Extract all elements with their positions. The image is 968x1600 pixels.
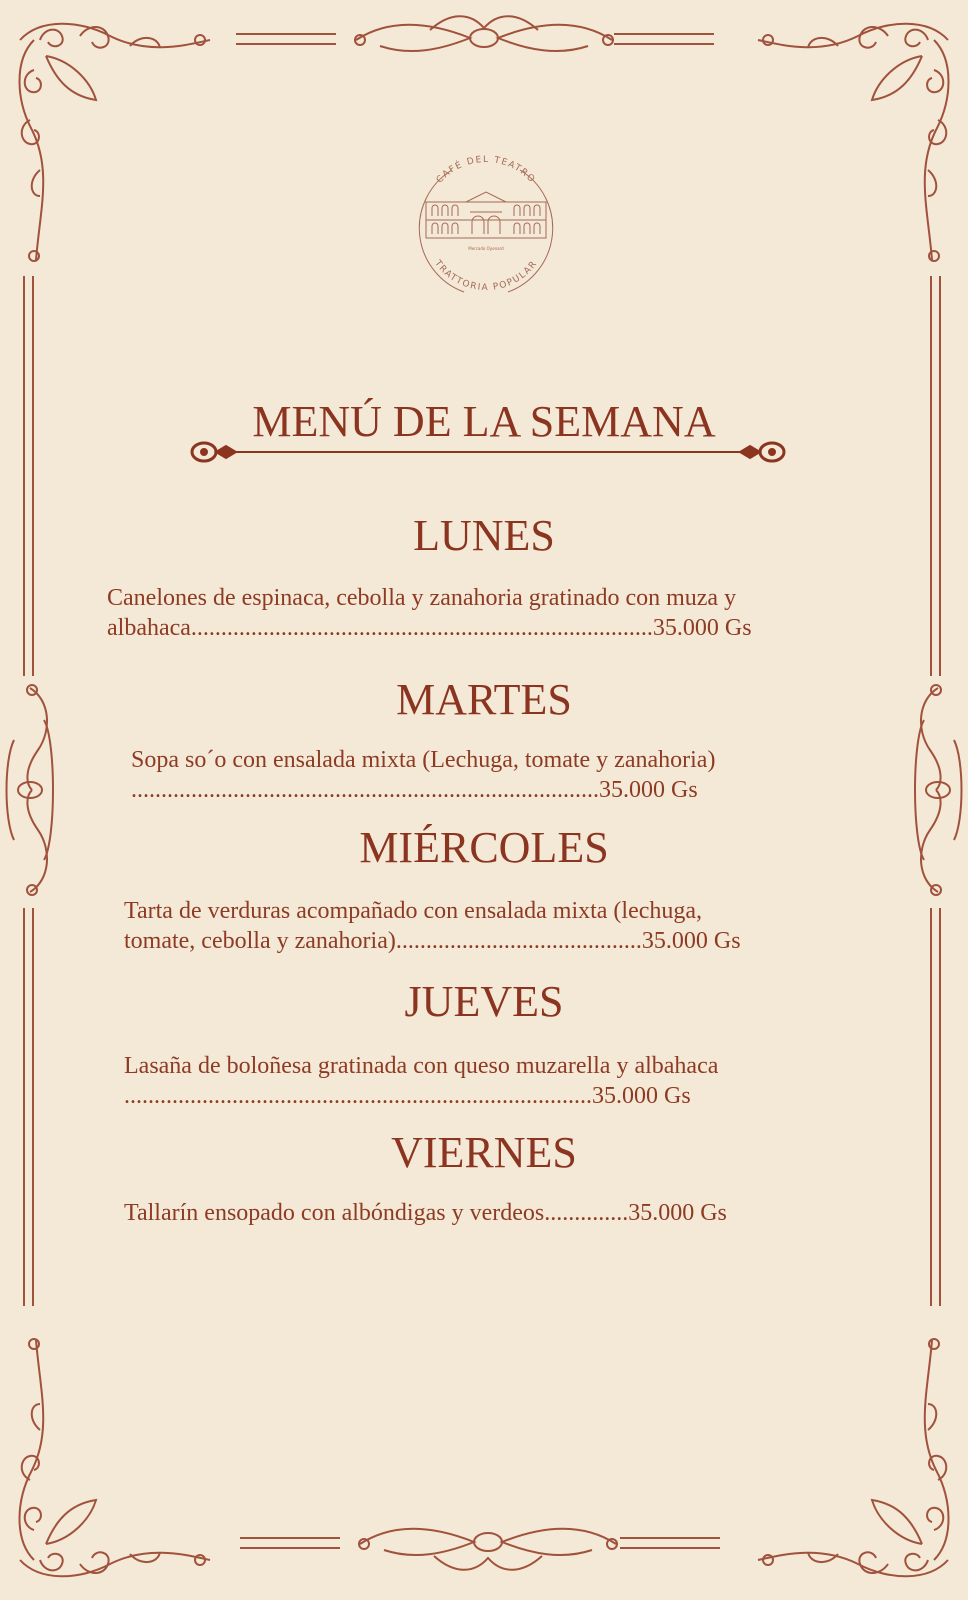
dish-martes <box>131 745 715 805</box>
dish-line: Tarta de verduras acompañado con ensalada mixta (lechuga, <box>124 898 703 924</box>
dish-line-price: ..............................................................................35.000 Gs <box>124 1083 691 1109</box>
day-heading-viernes: VIERNES <box>391 1128 577 1177</box>
dish-line-price: albahaca.............................................................................35.000 Gs <box>107 615 752 641</box>
theater-building-icon <box>426 192 546 238</box>
dish-lunes <box>107 583 752 643</box>
dish-viernes <box>124 1198 727 1228</box>
dish-jueves <box>124 1051 718 1111</box>
day-heading-lunes: LUNES <box>413 511 555 560</box>
dish-miercoles <box>124 896 741 956</box>
corner-flourish-top-left <box>20 24 211 261</box>
top-center-flourish <box>355 16 613 51</box>
day-heading-miercoles: MIÉRCOLES <box>359 823 609 872</box>
dish-line: Lasaña de boloñesa gratinada con queso muzarella y albahaca <box>124 1053 719 1079</box>
svg-text:CAFÉ DEL TEATRO <box>435 155 537 186</box>
logo-center-text: Mercado Oyenard <box>468 246 504 251</box>
corner-flourish-bottom-right <box>758 1339 949 1576</box>
dish-line: Canelones de espinaca, cebolla y zanahoria gratinado con muza y <box>107 585 737 611</box>
cafe-logo <box>404 140 568 304</box>
bottom-center-flourish <box>359 1529 617 1570</box>
dish-line-price: tomate, cebolla y zanahoria).........................................35.000 Gs <box>124 928 741 954</box>
svg-text:TRATTORIA POPULAR <box>432 258 540 293</box>
day-heading-jueves: JUEVES <box>404 977 564 1026</box>
dish-line-price: Tallarín ensopado con albóndigas y verdeos..............35.000 Gs <box>124 1200 727 1226</box>
logo-bottom-text: TRATTORIA POPULAR <box>432 258 540 294</box>
title-divider <box>190 438 786 470</box>
logo-top-text: CAFÉ DEL TEATRO <box>434 154 538 186</box>
page-title: MENÚ DE LA SEMANA <box>252 397 716 446</box>
corner-flourish-bottom-left <box>20 1339 211 1576</box>
dish-line: Sopa so´o con ensalada mixta (Lechuga, tomate y zanahoria) <box>131 747 716 773</box>
day-heading-martes: MARTES <box>396 675 572 724</box>
corner-flourish-top-right <box>758 24 949 261</box>
dish-line-price: ..............................................................................35.000 Gs <box>131 777 698 803</box>
